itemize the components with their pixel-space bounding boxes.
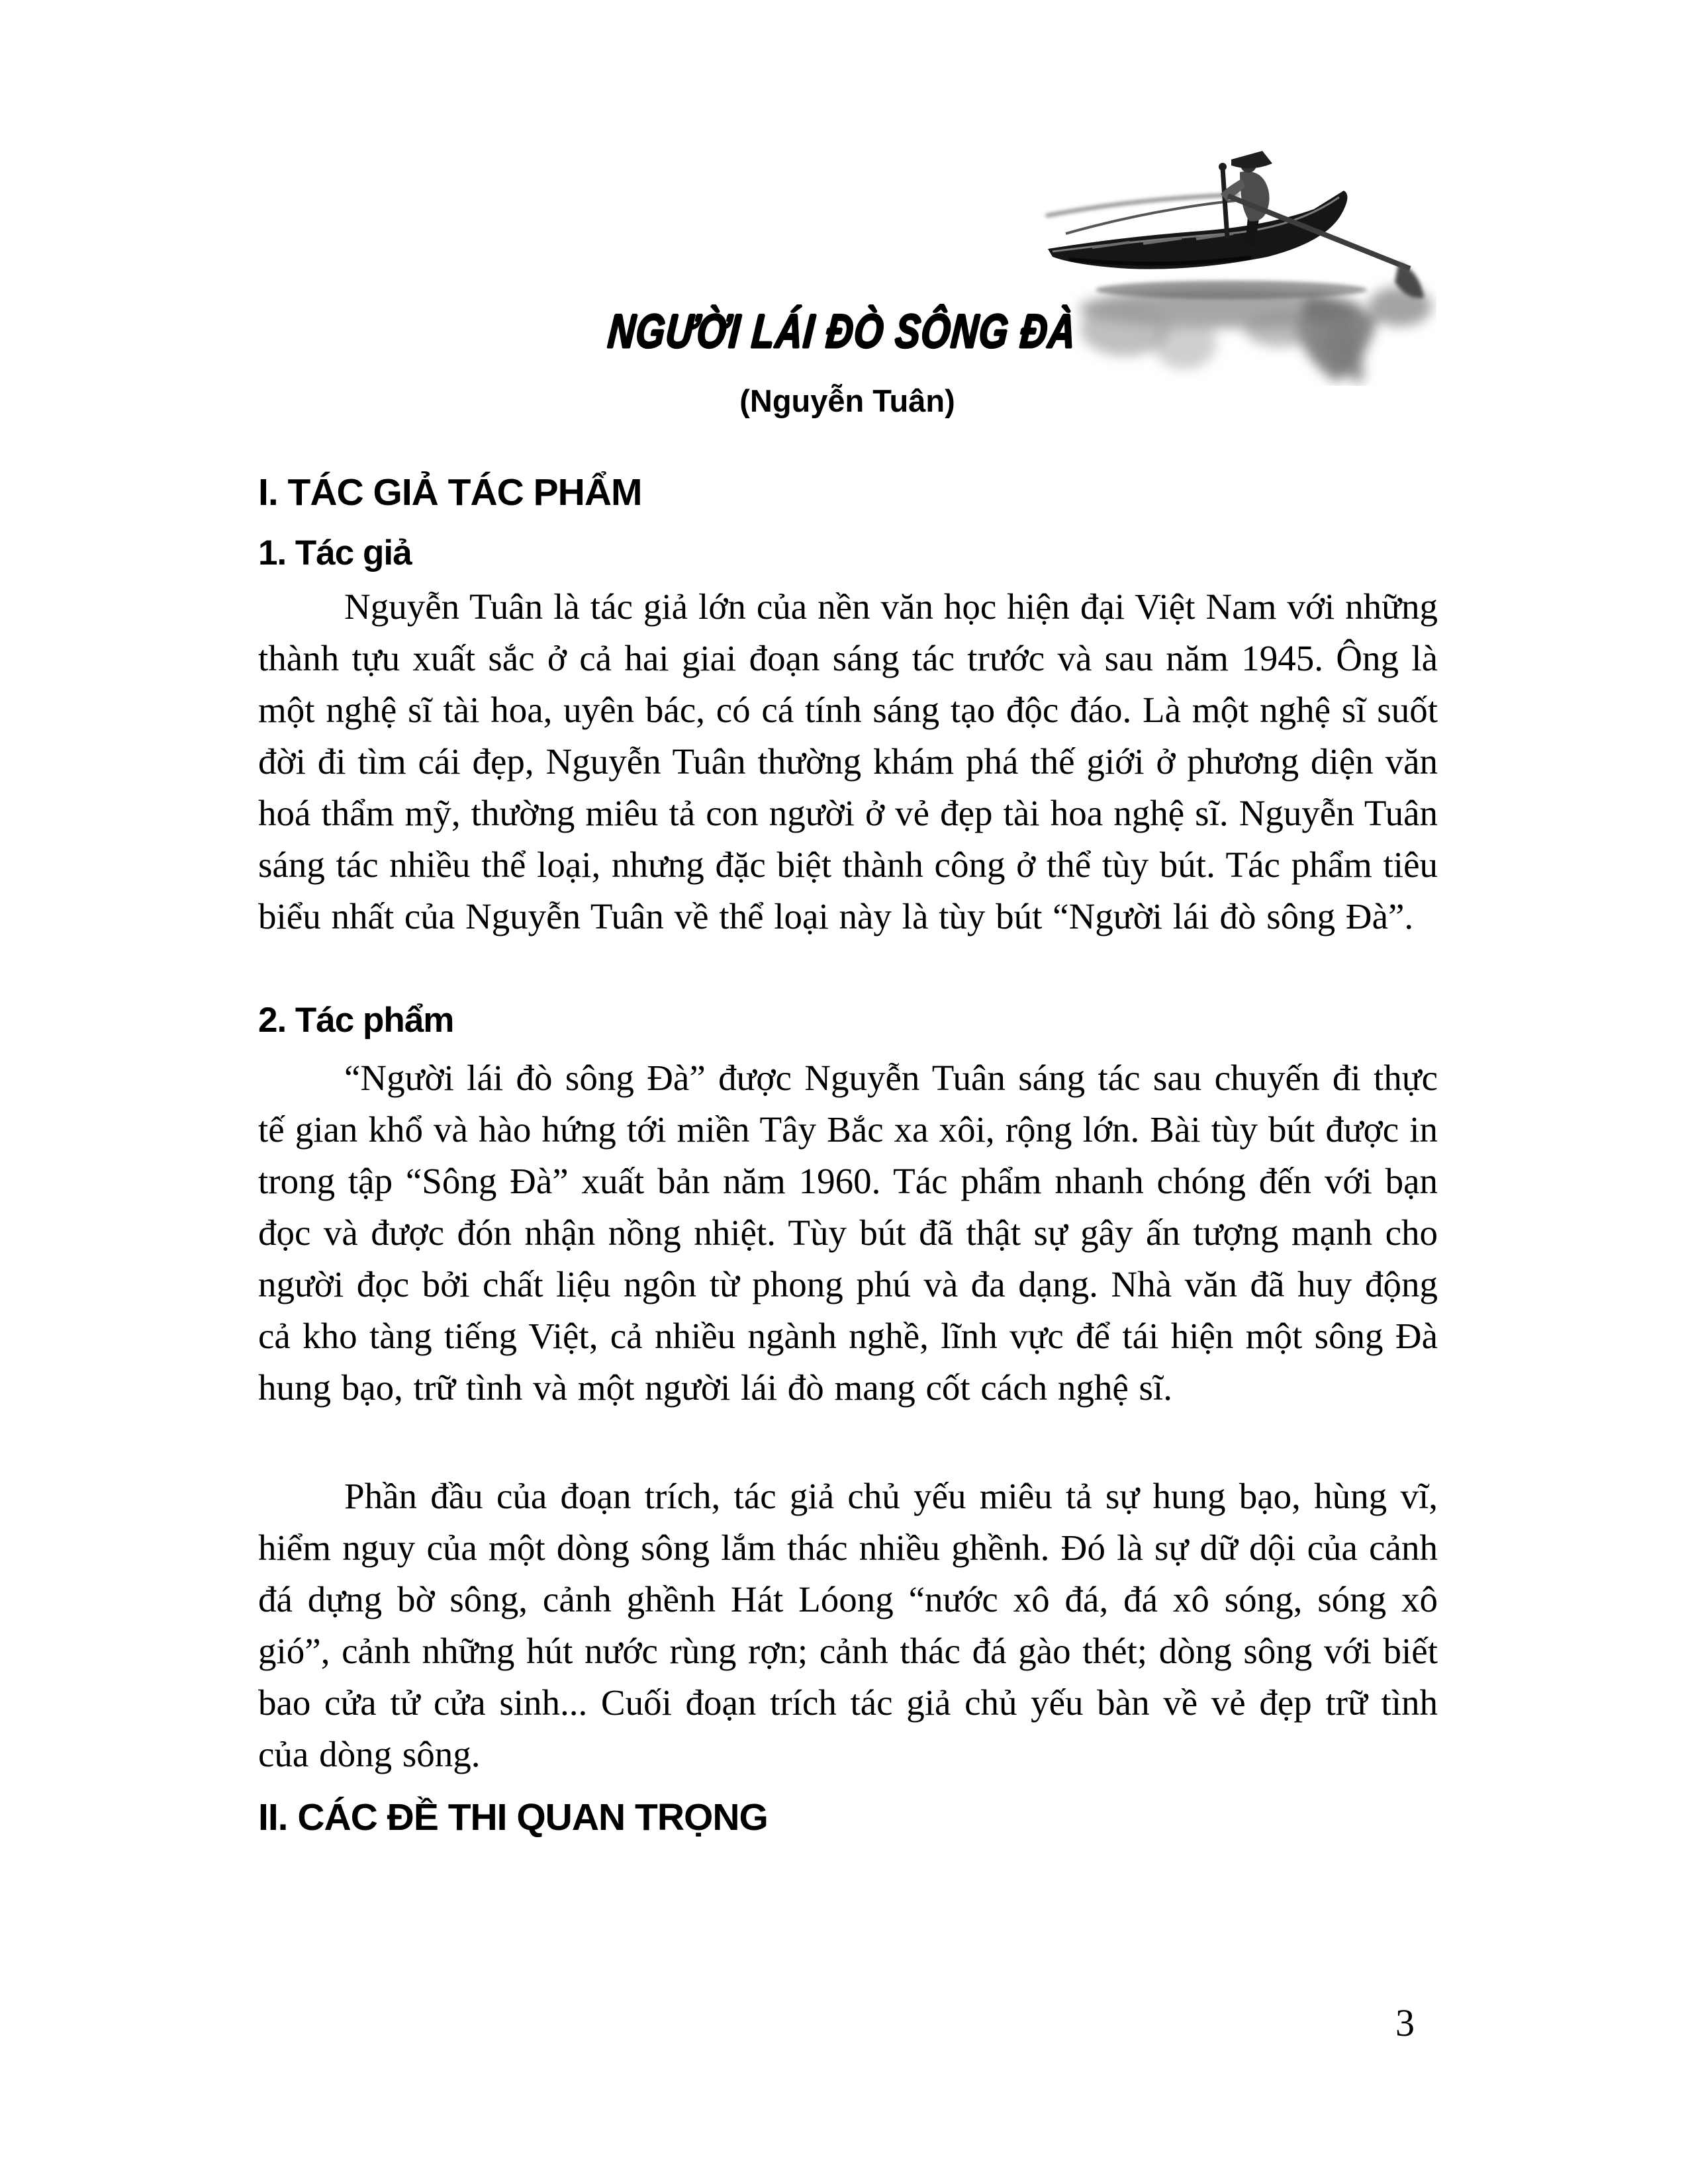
section-heading-ii: II. CÁC ĐỀ THI QUAN TRỌNG: [258, 1796, 768, 1839]
page-title: [258, 306, 1436, 358]
page-title-text: NGƯỜI LÁI ĐÒ SÔNG ĐÀ: [606, 305, 1078, 358]
boat-hull: [1048, 191, 1347, 269]
paragraph-tac-pham-2: Phần đầu của đoạn trích, tác giả chủ yếu miêu tả sự hung bạo, hùng vĩ, hiểm nguy của một dòng sông lắm thác nhiều ghềnh. Đó là sự dữ dội của cảnh đá dựng bờ sông, cảnh ghềnh Hát Lóong “nước xô đá, đá xô sóng, sóng xô gió”, cảnh những hút nước rùng rợn; cảnh thác đá gào thét; dòng sông với biết bao cửa tử cửa sinh... Cuối đoạn trích tác giả chủ yếu bàn về vẻ đẹp trữ tình của dòng sông.: [258, 1476, 1438, 1774]
long-oar-line-2: [1066, 200, 1243, 234]
conical-hat: [1231, 151, 1272, 168]
section-heading-i: I. TÁC GIẢ TÁC PHẨM: [258, 471, 642, 514]
paragraph-tac-pham-1: “Người lái đò sông Đà” được Nguyễn Tuân sáng tác sau chuyến đi thực tế gian khổ và hào hứng tới miền Tây Bắc xa xôi, rộng lớn. Bài tùy bút được in trong tập “Sông Đà” xuất bản năm 1960. Tác phẩm nhanh chóng đến với bạn đọc và được đón nhận nồng nhiệt. Tùy bút đã thật sự gây ấn tượng mạnh cho người đọc bởi chất liệu ngôn từ phong phú và đa dạng. Nhà văn đã huy động cả kho tàng tiếng Việt, cả nhiều ngành nghề, lĩnh vực để tái hiện một sông Đà hung bạo, trữ tình và một người lái đò mang cốt cách nghệ sĩ.: [258, 1058, 1438, 1408]
subsection-heading-2: 2. Tác phẩm: [258, 1001, 454, 1040]
page-number: 3: [1395, 2001, 1415, 2044]
subsection-heading-1: 1. Tác giả: [258, 533, 412, 572]
standing-pole: [1223, 168, 1227, 238]
long-oar-line: [1046, 195, 1240, 216]
pole-knob: [1219, 163, 1227, 171]
author-line: (Nguyễn Tuân): [739, 383, 955, 418]
paragraph-tac-gia: Nguyễn Tuân là tác giả lớn của nền văn học hiện đại Việt Nam với những thành tựu xuất sắc ở cả hai giai đoạn sáng tác trước và sau năm 1945. Ông là một nghệ sĩ tài hoa, uyên bác, có cá tính sáng tạo độc đáo. Là một nghệ sĩ suốt đời đi tìm cái đẹp, Nguyễn Tuân thường khám phá thế giới ở phương diện văn hoá thẩm mỹ, thường miêu tả con người ở vẻ đẹp tài hoa nghệ sĩ. Nguyễn Tuân sáng tác nhiều thể loại, nhưng đặc biệt thành công ở thể tùy bút. Tác phẩm tiêu biểu nhất của Nguyễn Tuân về thể loại này là tùy bút “Người lái đò sông Đà”.: [258, 586, 1438, 936]
